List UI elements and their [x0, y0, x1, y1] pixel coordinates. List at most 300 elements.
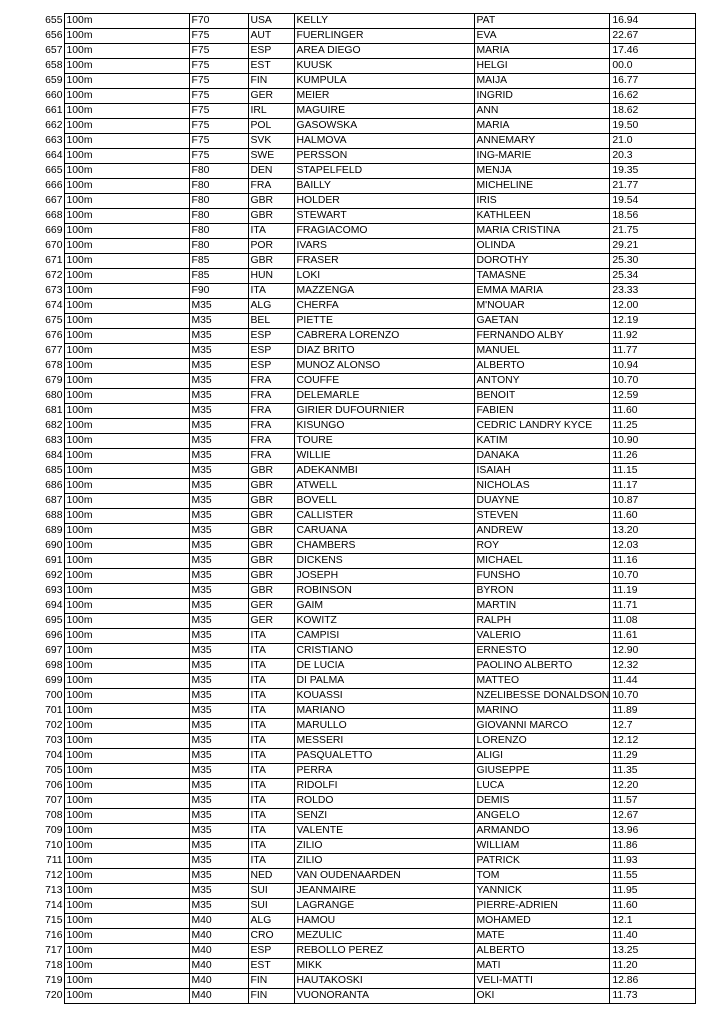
time-cell: 23.33 [610, 284, 696, 299]
first-name-cell: NICHOLAS [474, 479, 610, 494]
time-cell: 11.71 [610, 599, 696, 614]
entry-number-cell: 712 [45, 870, 63, 881]
country-cell: SUI [248, 899, 294, 914]
entry-number-cell: 708 [45, 810, 63, 821]
event-cell: 100m [64, 434, 189, 449]
event-cell: 100m [64, 284, 189, 299]
category-cell: F85 [189, 269, 248, 284]
surname-cell: MARIANO [294, 704, 474, 719]
entry-number-cell: 711 [45, 855, 63, 866]
table-row [30, 494, 696, 509]
first-name-cell: KATIM [474, 434, 610, 449]
first-name-cell: ERNESTO [474, 644, 610, 659]
time-cell: 13.96 [610, 824, 696, 839]
event-cell: 100m [64, 794, 189, 809]
event-cell: 100m [64, 749, 189, 764]
entry-number-cell: 662 [45, 120, 63, 131]
country-cell: SUI [248, 884, 294, 899]
table-row [30, 869, 696, 884]
time-cell: 11.73 [610, 989, 696, 1004]
entry-number-cell: 699 [45, 675, 63, 686]
surname-cell: VAN OUDENAARDEN [294, 869, 474, 884]
country-cell: ITA [248, 764, 294, 779]
country-cell: ITA [248, 629, 294, 644]
entry-number-cell: 678 [45, 360, 63, 371]
country-cell: ESP [248, 44, 294, 59]
first-name-cell: MARTIN [474, 599, 610, 614]
table-row [30, 479, 696, 494]
category-cell: M35 [189, 449, 248, 464]
event-cell: 100m [64, 809, 189, 824]
table-row [30, 329, 696, 344]
time-cell: 11.19 [610, 584, 696, 599]
category-cell: F80 [189, 239, 248, 254]
country-cell: USA [248, 14, 294, 29]
event-cell: 100m [64, 119, 189, 134]
results-table-body [30, 14, 696, 1004]
table-row [30, 89, 696, 104]
event-cell: 100m [64, 839, 189, 854]
table-row [30, 209, 696, 224]
country-cell: FRA [248, 419, 294, 434]
event-cell: 100m [64, 539, 189, 554]
category-cell: M35 [189, 524, 248, 539]
country-cell: GBR [248, 494, 294, 509]
category-cell: M35 [189, 809, 248, 824]
country-cell: GBR [248, 569, 294, 584]
category-cell: M35 [189, 704, 248, 719]
category-cell: M40 [189, 959, 248, 974]
time-cell: 11.26 [610, 449, 696, 464]
table-row [30, 359, 696, 374]
entry-number-cell: 664 [45, 150, 63, 161]
first-name-cell: MARIA CRISTINA [474, 224, 610, 239]
surname-cell: HALMOVA [294, 134, 474, 149]
first-name-cell: MAIJA [474, 74, 610, 89]
first-name-cell: KATHLEEN [474, 209, 610, 224]
event-cell: 100m [64, 944, 189, 959]
entry-number-cell: 709 [45, 825, 63, 836]
category-cell: F70 [189, 14, 248, 29]
country-cell: FRA [248, 389, 294, 404]
entry-number-cell: 660 [45, 90, 63, 101]
entry-number-cell: 671 [45, 255, 63, 266]
event-cell: 100m [64, 974, 189, 989]
first-name-cell: WILLIAM [474, 839, 610, 854]
country-cell: ITA [248, 644, 294, 659]
category-cell: M35 [189, 644, 248, 659]
time-cell: 12.67 [610, 809, 696, 824]
surname-cell: MAGUIRE [294, 104, 474, 119]
country-cell: ITA [248, 659, 294, 674]
event-cell: 100m [64, 884, 189, 899]
time-cell: 11.89 [610, 704, 696, 719]
time-cell: 12.86 [610, 974, 696, 989]
time-cell: 11.40 [610, 929, 696, 944]
event-cell: 100m [64, 239, 189, 254]
country-cell: GBR [248, 554, 294, 569]
entry-number-cell: 688 [45, 510, 63, 521]
country-cell: FRA [248, 434, 294, 449]
first-name-cell: GIUSEPPE [474, 764, 610, 779]
country-cell: ITA [248, 734, 294, 749]
first-name-cell: MARINO [474, 704, 610, 719]
first-name-cell: TOM [474, 869, 610, 884]
country-cell: SVK [248, 134, 294, 149]
entry-number-cell: 685 [45, 465, 63, 476]
time-cell: 11.92 [610, 329, 696, 344]
entry-number-cell: 716 [45, 930, 63, 941]
country-cell: BEL [248, 314, 294, 329]
country-cell: EST [248, 959, 294, 974]
country-cell: POR [248, 239, 294, 254]
table-row [30, 959, 696, 974]
time-cell: 12.12 [610, 734, 696, 749]
first-name-cell: VALERIO [474, 629, 610, 644]
category-cell: F75 [189, 104, 248, 119]
entry-number-cell: 669 [45, 225, 63, 236]
country-cell: GER [248, 89, 294, 104]
event-cell: 100m [64, 224, 189, 239]
category-cell: F80 [189, 179, 248, 194]
surname-cell: AREA DIEGO [294, 44, 474, 59]
time-cell: 19.35 [610, 164, 696, 179]
surname-cell: MESSERI [294, 734, 474, 749]
entry-number-cell: 689 [45, 525, 63, 536]
first-name-cell: ANN [474, 104, 610, 119]
category-cell: F75 [189, 59, 248, 74]
table-row [30, 224, 696, 239]
entry-number-cell: 695 [45, 615, 63, 626]
category-cell: M35 [189, 854, 248, 869]
country-cell: POL [248, 119, 294, 134]
country-cell: GBR [248, 464, 294, 479]
country-cell: FRA [248, 374, 294, 389]
time-cell: 11.61 [610, 629, 696, 644]
country-cell: AUT [248, 29, 294, 44]
table-row [30, 824, 696, 839]
country-cell: CRO [248, 929, 294, 944]
entry-number-cell: 719 [45, 975, 63, 986]
category-cell: M35 [189, 299, 248, 314]
country-cell: NED [248, 869, 294, 884]
first-name-cell: EMMA MARIA [474, 284, 610, 299]
time-cell: 12.20 [610, 779, 696, 794]
surname-cell: DICKENS [294, 554, 474, 569]
surname-cell: PERSSON [294, 149, 474, 164]
country-cell: GBR [248, 584, 294, 599]
entry-number-cell: 706 [45, 780, 63, 791]
surname-cell: ROLDO [294, 794, 474, 809]
first-name-cell: GIOVANNI MARCO [474, 719, 610, 734]
entry-number-cell: 698 [45, 660, 63, 671]
first-name-cell: TAMASNE [474, 269, 610, 284]
time-cell: 19.50 [610, 119, 696, 134]
event-cell: 100m [64, 89, 189, 104]
table-row [30, 764, 696, 779]
event-cell: 100m [64, 194, 189, 209]
country-cell: ALG [248, 299, 294, 314]
country-cell: GBR [248, 209, 294, 224]
country-cell: ALG [248, 914, 294, 929]
time-cell: 00.0 [610, 59, 696, 74]
surname-cell: PERRA [294, 764, 474, 779]
entry-number-cell: 702 [45, 720, 63, 731]
event-cell: 100m [64, 734, 189, 749]
event-cell: 100m [64, 149, 189, 164]
entry-number-cell: 720 [45, 990, 63, 1001]
table-row [30, 404, 696, 419]
entry-number-cell: 661 [45, 105, 63, 116]
event-cell: 100m [64, 359, 189, 374]
surname-cell: TOURE [294, 434, 474, 449]
first-name-cell: ING-MARIE [474, 149, 610, 164]
first-name-cell: NZELIBESSE DONALDSON [474, 689, 610, 704]
time-cell: 16.77 [610, 74, 696, 89]
category-cell: M35 [189, 824, 248, 839]
entry-number-cell: 656 [45, 30, 63, 41]
surname-cell: PIETTE [294, 314, 474, 329]
surname-cell: DELEMARLE [294, 389, 474, 404]
category-cell: M35 [189, 314, 248, 329]
table-row [30, 524, 696, 539]
entry-number-cell: 701 [45, 705, 63, 716]
time-cell: 11.86 [610, 839, 696, 854]
category-cell: M35 [189, 599, 248, 614]
table-row [30, 374, 696, 389]
category-cell: M35 [189, 629, 248, 644]
event-cell: 100m [64, 704, 189, 719]
event-cell: 100m [64, 254, 189, 269]
first-name-cell: PAT [474, 14, 610, 29]
country-cell: ITA [248, 674, 294, 689]
category-cell: M35 [189, 749, 248, 764]
first-name-cell: INGRID [474, 89, 610, 104]
event-cell: 100m [64, 554, 189, 569]
first-name-cell: DOROTHY [474, 254, 610, 269]
entry-number-cell: 666 [45, 180, 63, 191]
table-row [30, 809, 696, 824]
country-cell: FIN [248, 989, 294, 1004]
event-cell: 100m [64, 209, 189, 224]
surname-cell: REBOLLO PEREZ [294, 944, 474, 959]
category-cell: M35 [189, 674, 248, 689]
surname-cell: SENZI [294, 809, 474, 824]
category-cell: M35 [189, 344, 248, 359]
first-name-cell: MATI [474, 959, 610, 974]
table-row [30, 839, 696, 854]
entry-number-cell: 672 [45, 270, 63, 281]
surname-cell: CAMPISI [294, 629, 474, 644]
surname-cell: CHERFA [294, 299, 474, 314]
surname-cell: IVARS [294, 239, 474, 254]
country-cell: ESP [248, 359, 294, 374]
surname-cell: COUFFE [294, 374, 474, 389]
table-row [30, 974, 696, 989]
event-cell: 100m [64, 689, 189, 704]
first-name-cell: MARIA [474, 44, 610, 59]
surname-cell: HOLDER [294, 194, 474, 209]
country-cell: ITA [248, 224, 294, 239]
first-name-cell: IRIS [474, 194, 610, 209]
event-cell: 100m [64, 59, 189, 74]
entry-number-cell: 710 [45, 840, 63, 851]
surname-cell: PASQUALETTO [294, 749, 474, 764]
table-row [30, 389, 696, 404]
event-cell: 100m [64, 449, 189, 464]
category-cell: M35 [189, 479, 248, 494]
entry-number-cell: 691 [45, 555, 63, 566]
time-cell: 11.60 [610, 404, 696, 419]
surname-cell: MEZULIC [294, 929, 474, 944]
time-cell: 12.32 [610, 659, 696, 674]
first-name-cell: STEVEN [474, 509, 610, 524]
category-cell: F90 [189, 284, 248, 299]
country-cell: GER [248, 614, 294, 629]
table-row [30, 584, 696, 599]
country-cell: ITA [248, 809, 294, 824]
table-row [30, 704, 696, 719]
first-name-cell: ALBERTO [474, 359, 610, 374]
table-row [30, 29, 696, 44]
first-name-cell: DEMIS [474, 794, 610, 809]
category-cell: M35 [189, 839, 248, 854]
event-cell: 100m [64, 44, 189, 59]
category-cell: F75 [189, 119, 248, 134]
table-row [30, 179, 696, 194]
country-cell: ESP [248, 944, 294, 959]
country-cell: GBR [248, 524, 294, 539]
category-cell: F75 [189, 74, 248, 89]
table-row [30, 734, 696, 749]
surname-cell: ROBINSON [294, 584, 474, 599]
first-name-cell: OLINDA [474, 239, 610, 254]
first-name-cell: MICHAEL [474, 554, 610, 569]
first-name-cell: LORENZO [474, 734, 610, 749]
table-row [30, 434, 696, 449]
entry-number-cell: 707 [45, 795, 63, 806]
surname-cell: DE LUCIA [294, 659, 474, 674]
event-cell: 100m [64, 779, 189, 794]
category-cell: M35 [189, 584, 248, 599]
category-cell: F75 [189, 89, 248, 104]
surname-cell: CABRERA LORENZO [294, 329, 474, 344]
entry-number-cell: 659 [45, 75, 63, 86]
entry-number-cell: 657 [45, 45, 63, 56]
table-row [30, 509, 696, 524]
category-cell: M35 [189, 509, 248, 524]
entry-number-cell: 694 [45, 600, 63, 611]
table-row [30, 239, 696, 254]
entry-number-cell: 683 [45, 435, 63, 446]
event-cell: 100m [64, 764, 189, 779]
table-row [30, 284, 696, 299]
table-row [30, 539, 696, 554]
time-cell: 25.30 [610, 254, 696, 269]
entry-number-cell: 675 [45, 315, 63, 326]
time-cell: 11.16 [610, 554, 696, 569]
surname-cell: MARULLO [294, 719, 474, 734]
entry-number-cell: 693 [45, 585, 63, 596]
entry-number-cell: 677 [45, 345, 63, 356]
event-cell: 100m [64, 14, 189, 29]
entry-number-cell: 686 [45, 480, 63, 491]
surname-cell: WILLIE [294, 449, 474, 464]
time-cell: 16.62 [610, 89, 696, 104]
country-cell: ITA [248, 284, 294, 299]
time-cell: 11.93 [610, 854, 696, 869]
event-cell: 100m [64, 164, 189, 179]
event-cell: 100m [64, 104, 189, 119]
surname-cell: GASOWSKA [294, 119, 474, 134]
entry-number-cell: 715 [45, 915, 63, 926]
time-cell: 25.34 [610, 269, 696, 284]
table-row [30, 314, 696, 329]
event-cell: 100m [64, 599, 189, 614]
first-name-cell: ALBERTO [474, 944, 610, 959]
time-cell: 12.03 [610, 539, 696, 554]
category-cell: F85 [189, 254, 248, 269]
first-name-cell: MENJA [474, 164, 610, 179]
first-name-cell: GAETAN [474, 314, 610, 329]
country-cell: FRA [248, 449, 294, 464]
surname-cell: HAMOU [294, 914, 474, 929]
first-name-cell: BYRON [474, 584, 610, 599]
table-row [30, 299, 696, 314]
time-cell: 11.20 [610, 959, 696, 974]
first-name-cell: YANNICK [474, 884, 610, 899]
category-cell: M35 [189, 659, 248, 674]
table-row [30, 344, 696, 359]
category-cell: M35 [189, 764, 248, 779]
country-cell: FIN [248, 974, 294, 989]
time-cell: 10.70 [610, 569, 696, 584]
surname-cell: ADEKANMBI [294, 464, 474, 479]
time-cell: 11.57 [610, 794, 696, 809]
surname-cell: FRASER [294, 254, 474, 269]
first-name-cell: CEDRIC LANDRY KYCE [474, 419, 610, 434]
event-cell: 100m [64, 389, 189, 404]
first-name-cell: MOHAMED [474, 914, 610, 929]
event-cell: 100m [64, 404, 189, 419]
time-cell: 13.25 [610, 944, 696, 959]
category-cell: M35 [189, 374, 248, 389]
entry-number-cell: 704 [45, 750, 63, 761]
event-cell: 100m [64, 869, 189, 884]
table-row [30, 794, 696, 809]
table-row [30, 929, 696, 944]
category-cell: M35 [189, 869, 248, 884]
first-name-cell: PAOLINO ALBERTO [474, 659, 610, 674]
country-cell: GBR [248, 254, 294, 269]
first-name-cell: ROY [474, 539, 610, 554]
first-name-cell: OKI [474, 989, 610, 1004]
entry-number-cell: 665 [45, 165, 63, 176]
country-cell: GBR [248, 539, 294, 554]
category-cell: M35 [189, 494, 248, 509]
category-cell: M35 [189, 794, 248, 809]
time-cell: 21.77 [610, 179, 696, 194]
surname-cell: FRAGIACOMO [294, 224, 474, 239]
surname-cell: CHAMBERS [294, 539, 474, 554]
surname-cell: STAPELFELD [294, 164, 474, 179]
category-cell: F80 [189, 194, 248, 209]
first-name-cell: HELGI [474, 59, 610, 74]
time-cell: 11.95 [610, 884, 696, 899]
table-row [30, 884, 696, 899]
entry-number-cell: 692 [45, 570, 63, 581]
table-row [30, 419, 696, 434]
